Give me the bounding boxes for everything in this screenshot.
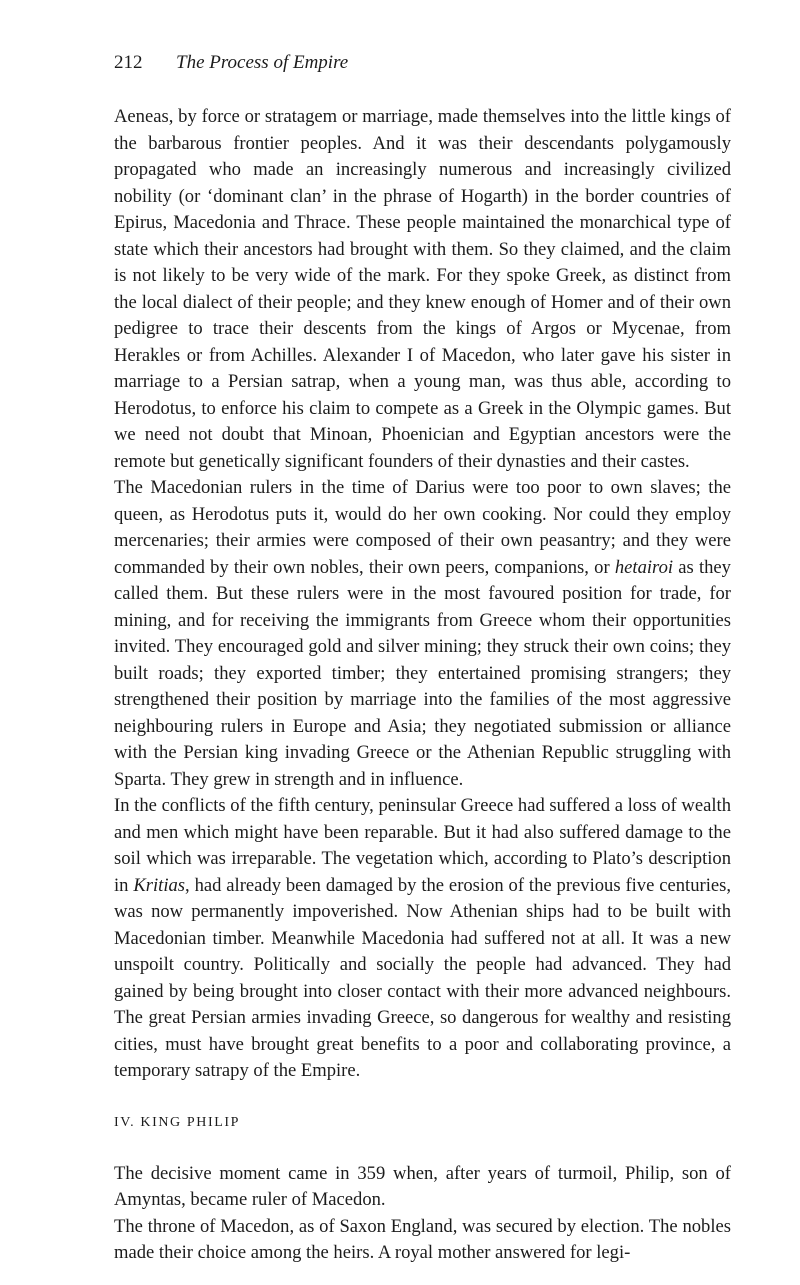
paragraph-3 [114, 793, 731, 1085]
running-title: The Process of Empire [176, 52, 349, 73]
paragraph-4: The decisive moment came in 359 when, after years of turmoil, Philip, son of Amyntas, became ruler of Macedon. [114, 1162, 731, 1210]
paragraph-3-text-a: In the conflicts of the fifth century, peninsular Greece had suffered a loss of wealth and men which might have been reparable. But it had also suffered damage to the soil which was irreparable. The vegetation which, according to Plato’s description in [114, 795, 731, 896]
section-heading: IV. KING PHILIP [114, 1114, 241, 1130]
running-head [114, 48, 754, 78]
paragraph-5: The throne of Macedon, as of Saxon England, was secured by election. The nobles made their choice among the heirs. A royal mother answered for legi- [114, 1215, 731, 1263]
paragraph-1: Aeneas, by force or stratagem or marriage, made themselves into the little kings of the barbarous frontier peoples. And it was their descendants polygamously propagated who made an increasingly numerous and increasingly civilized nobility (or ‘dominant clan’ in the phrase of Hogarth) in the border countries of Epirus, Macedonia and Thrace. These people maintained the monarchical type of state which their ancestors had brought with them. So they claimed, and the claim is not likely to be very wide of the mark. For they spoke Greek, as distinct from the local dialect of their people; and they knew enough of Homer and of their own pedigree to trace their descents from the kings of Argos or Mycenae, from Herakles or from Achilles. Alexander I of Macedon, who later gave his sister in marriage to a Persian satrap, when a young man, was thus able, according to Herodotus, to enforce his claim to compete as a Greek in the Olympic games. But we need not doubt that Minoan, Phoenician and Egyptian ancestors were the remote but genetically significant founders of their dynasties and their castes. [114, 106, 731, 472]
paragraph-2 [114, 475, 731, 793]
paragraph-2-italic-term: hetairoi [614, 556, 674, 578]
page-number: 212 [114, 52, 143, 73]
paragraph-2-text-a: The Macedonian rulers in the time of Darius were too poor to own slaves; the queen, as Herodotus puts it, would do her own cooking. Nor could they employ mercenaries; their armies were composed of their own peasantry; and they were commanded by their own nobles, their own peers, companions, or [114, 477, 731, 578]
body-text [114, 104, 731, 1267]
paragraph-3-text-b: , had already been damaged by the erosion of the previous five centuries, was now permanently impoverished. Now Athenian ships had to be built with Macedonian timber. Meanwhile Macedonia had suffered not at all. It was a new unspoilt country. Politically and socially the people had advanced. They had gained by being brought into closer contact with their more advanced neighbours. The great Persian armies invading Greece, so dangerous for wealthy and resisting cities, must have brought great benefits to a poor and collaborating province, a temporary satrapy of the Empire. [114, 874, 731, 1081]
paragraph-3-italic-title: Kritias [133, 874, 186, 896]
paragraph-2-text-b: as they called them. But these rulers were in the most favoured position for trade, for mining, and for receiving the immigrants from Greece whom their opportunities invited. They encouraged gold and silver mining; they struck their own coins; they built roads; they exported timber; they entertained promising strangers; they strengthened their position by marriage into the families of the most aggressive neighbouring rulers in Europe and Asia; they negotiated submission or alliance with the Persian king invading Greece or the Athenian Republic struggling with Sparta. They grew in strength and in influence. [114, 556, 731, 790]
